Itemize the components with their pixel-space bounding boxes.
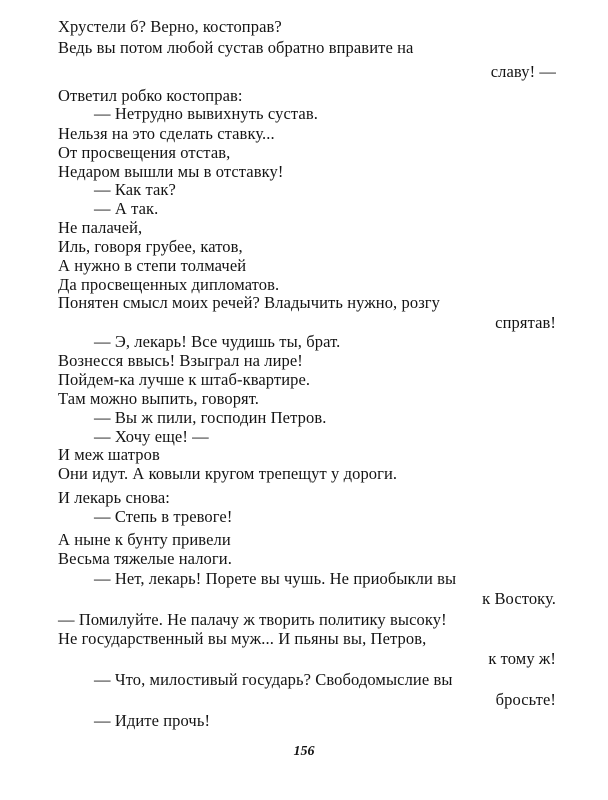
text-line: — Хочу еще! — xyxy=(94,427,209,446)
page-number: 156 xyxy=(293,744,315,759)
text-line: к Востоку. xyxy=(482,589,556,608)
text-line: Недаром вышли мы в отставку! xyxy=(58,162,284,181)
text-line: Понятен смысл моих речей? Владычить нужно, розгу xyxy=(58,293,441,312)
text-line: к тому ж! xyxy=(488,649,556,668)
text-line: — Идите прочь! xyxy=(94,711,211,730)
text-line: — Э, лекарь! Все чудишь ты, брат. xyxy=(94,332,341,351)
text-line: А нужно в степи толмачей xyxy=(58,256,247,275)
text-line: Не государственный вы муж... И пьяны вы, Петров, xyxy=(58,629,427,648)
text-line: — Нетрудно вывихнуть сустав. xyxy=(94,104,318,123)
text-line: Там можно выпить, говорят. xyxy=(58,389,260,408)
text-line: — Как так? xyxy=(94,180,176,199)
text-line: Не палачей, xyxy=(58,218,143,237)
text-line: Вознесся ввысь! Взыграл на лире! xyxy=(58,351,303,370)
text-line: — Помилуйте. Не палачу ж творить политику высоку! xyxy=(58,610,447,629)
text-line: И меж шатров xyxy=(58,445,160,464)
text-line: бросьте! xyxy=(495,690,556,709)
text-line: Ведь вы потом любой сустав обратно вправите на xyxy=(58,38,414,57)
text-line: спрятав! xyxy=(495,313,556,332)
text-line: Нельзя на это сделать ставку... xyxy=(58,124,275,143)
text-line: Иль, говоря грубее, катов, xyxy=(58,237,243,256)
text-line: Да просвещенных дипломатов. xyxy=(58,275,280,294)
text-line: Хрустели б? Верно, костоправ? xyxy=(58,17,282,36)
text-line: Они идут. А ковыли кругом трепещут у дороги. xyxy=(58,464,398,483)
text-line: От просвещения отстав, xyxy=(58,143,231,162)
text-line: — Вы ж пили, господин Петров. xyxy=(94,408,327,427)
text-line: И лекарь снова: xyxy=(58,488,170,507)
text-line: — Нет, лекарь! Порете вы чушь. Не приобыкли вы xyxy=(94,569,457,588)
text-line: Пойдем-ка лучше к штаб-квартире. xyxy=(58,370,311,389)
text-line: — А так. xyxy=(94,199,159,218)
text-line: Ответил робко костоправ: xyxy=(58,86,243,105)
text-line: Весьма тяжелые налоги. xyxy=(58,549,232,568)
text-line: славу! — xyxy=(490,62,556,81)
text-line: — Что, милостивый государь? Свободомыслие вы xyxy=(94,670,453,689)
text-line: — Степь в тревоге! xyxy=(94,507,233,526)
text-line: А ныне к бунту привели xyxy=(58,530,231,549)
